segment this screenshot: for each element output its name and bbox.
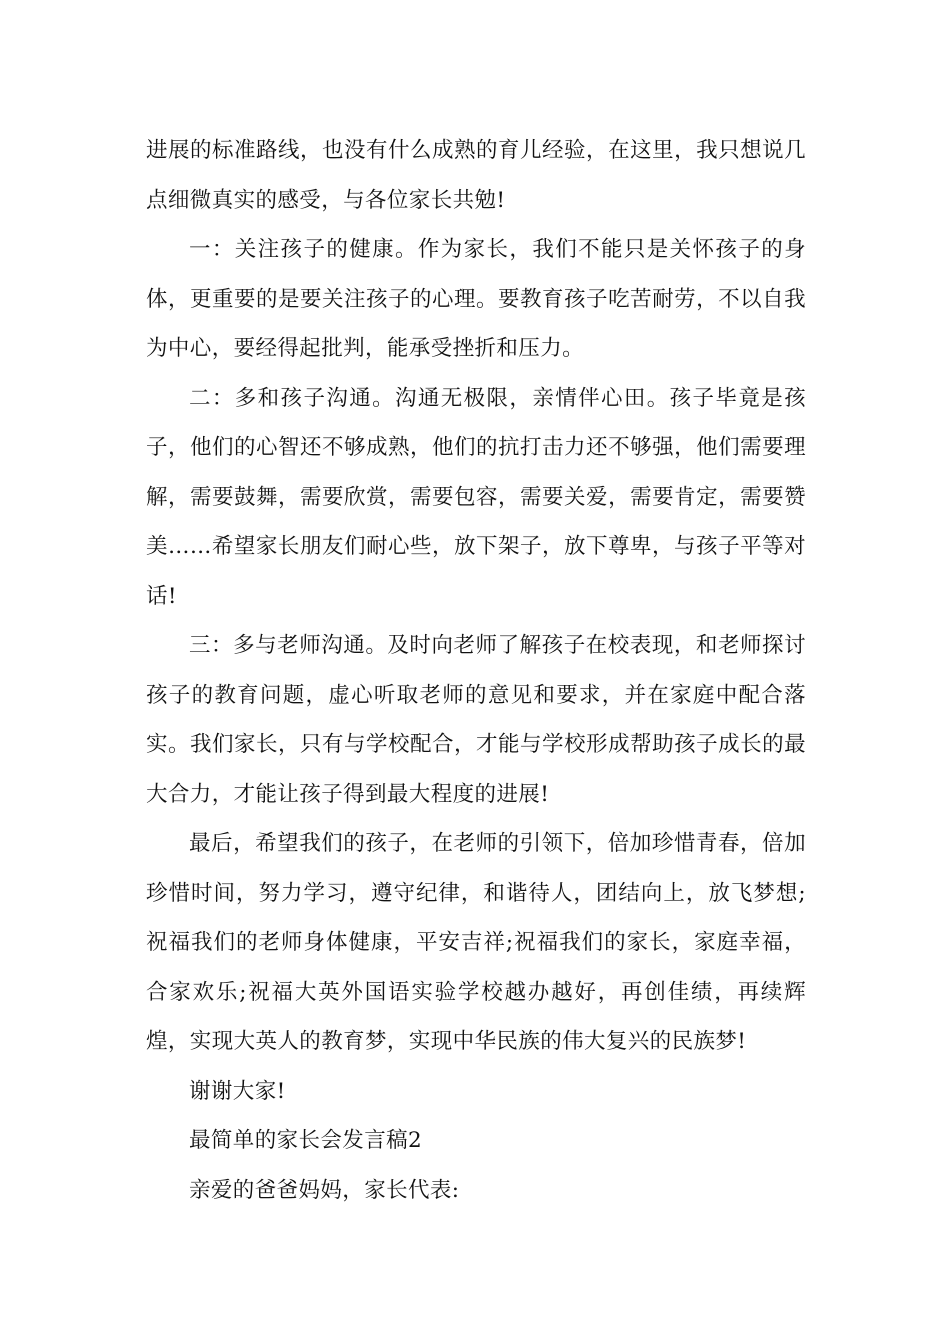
section-heading: 最简单的家长会发言稿2 <box>189 1128 423 1153</box>
paragraph-thanks: 谢谢大家! <box>189 1078 286 1104</box>
paragraph-closing-wishes: 最后，希望我们的孩子，在老师的引领下，倍加珍惜青春，倍加珍惜时间，努力学习，遵守纪律，和谐待人，团结向上，放飞梦想;祝福我们的老师身体健康，平安吉祥;祝福我们的家长，家庭幸福，合家欢乐;祝福大英外国语实验学校越办越好，再创佳绩，再续辉煌，实现大英人的教育梦，实现中华民族的伟大复兴的民族梦! <box>146 831 806 1054</box>
paragraph-point-three: 三：多与老师沟通。及时向老师了解孩子在校表现，和老师探讨孩子的教育问题，虚心听取老师的意见和要求，并在家庭中配合落实。我们家长，只有与学校配合，才能与学校形成帮助孩子成长的最大合力，才能让孩子得到最大程度的进展! <box>146 633 806 807</box>
paragraph-intro-continuation: 进展的标准路线，也没有什么成熟的育儿经验，在这里，我只想说几点细微真实的感受，与各位家长共勉! <box>146 138 806 213</box>
paragraph-point-two: 二：多和孩子沟通。沟通无极限，亲情伴心田。孩子毕竟是孩子，他们的心智还不够成熟，他们的抗打击力还不够强，他们需要理解，需要鼓舞，需要欣赏，需要包容，需要关爱，需要肯定，需要赞美……希望家长朋友们耐心些，放下架子，放下尊卑，与孩子平等对话! <box>146 385 806 609</box>
document-body <box>146 126 806 1215</box>
paragraph-salutation: 亲爱的爸爸妈妈，家长代表: <box>189 1177 460 1203</box>
paragraph-point-one: 一：关注孩子的健康。作为家长，我们不能只是关怀孩子的身体，更重要的是要关注孩子的心理。要教育孩子吃苦耐劳，不以自我为中心，要经得起批判，能承受挫折和压力。 <box>146 237 806 361</box>
